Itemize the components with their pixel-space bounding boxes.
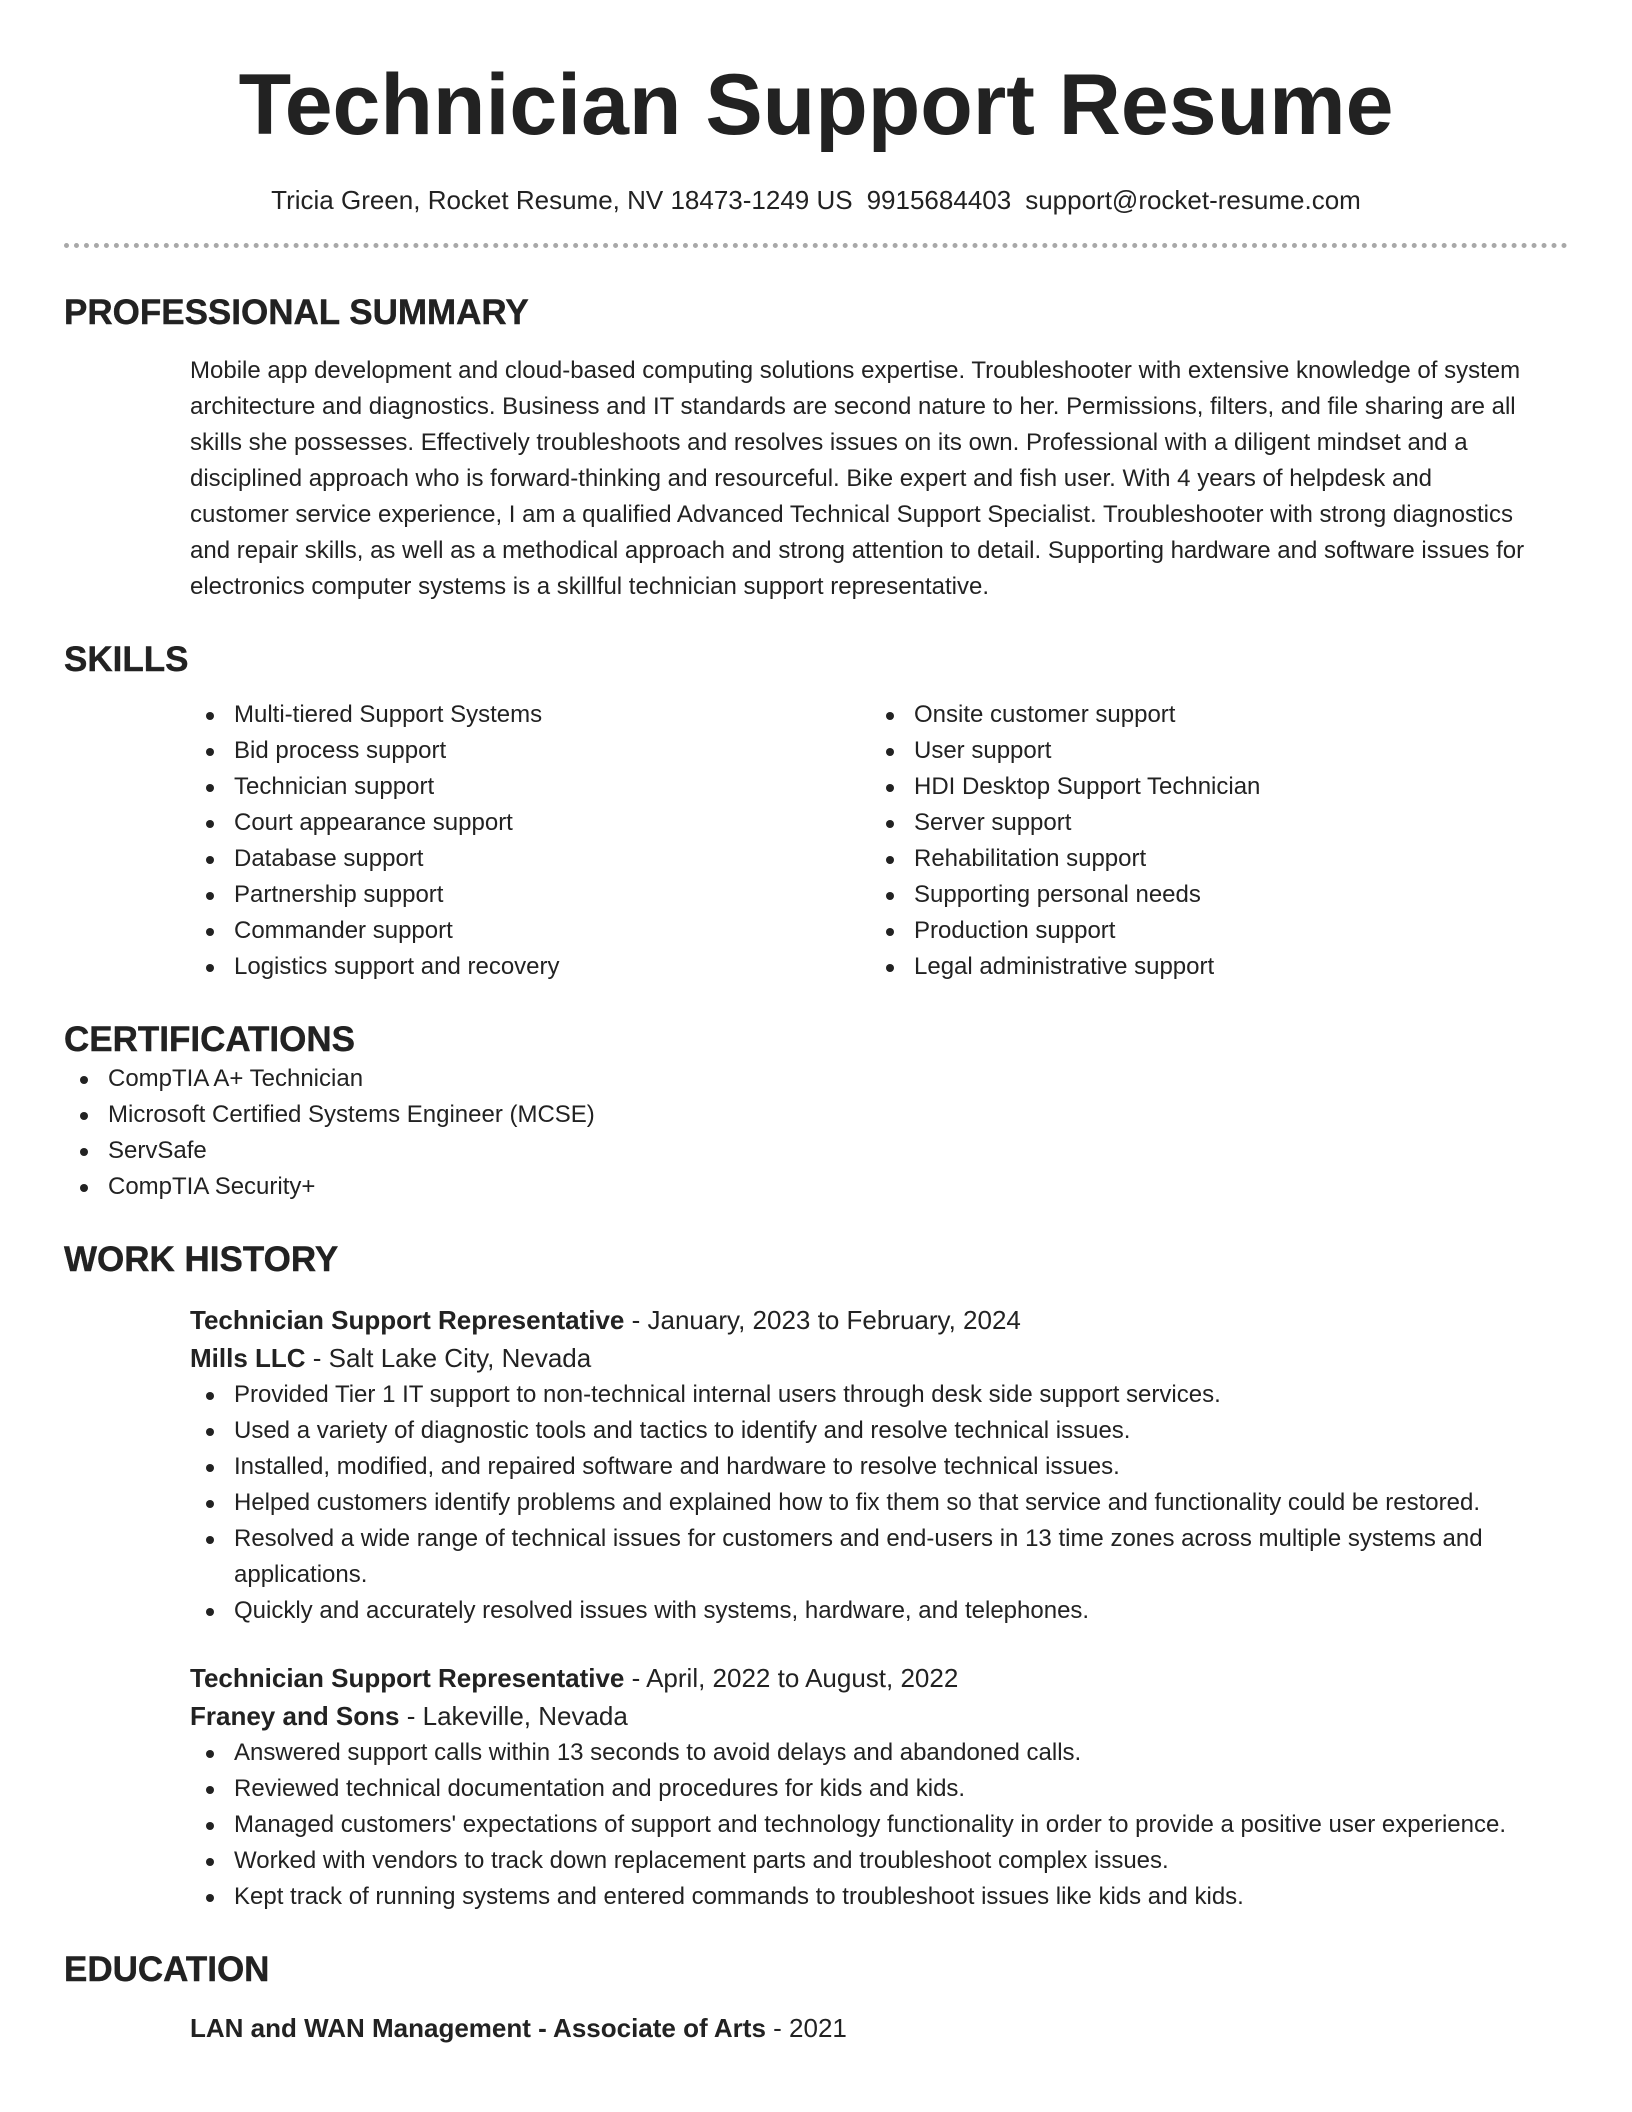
job-title-line — [190, 1659, 1568, 1697]
job-duty: Managed customers' expectations of support and technology functionality in order to provide a positive user experience. — [190, 1807, 1610, 1843]
job-company-line — [190, 1339, 1568, 1377]
education-heading: EDUCATION — [64, 1950, 270, 1989]
contact-phone: 9915684403 — [866, 185, 1012, 215]
summary-heading: PROFESSIONAL SUMMARY — [64, 293, 529, 332]
skill-item: Database support — [190, 841, 870, 877]
skill-item: Technician support — [190, 769, 870, 805]
job-duty: Answered support calls within 13 seconds to avoid delays and abandoned calls. — [190, 1735, 1610, 1771]
job-duty: Provided Tier 1 IT support to non-technical internal users through desk side support services. — [190, 1377, 1610, 1413]
job-title-line — [190, 1301, 1568, 1339]
job-dates: - April, 2022 to August, 2022 — [624, 1663, 959, 1693]
skills-columns — [190, 697, 1568, 985]
certification-item: Microsoft Certified Systems Engineer (MCSE) — [64, 1097, 1568, 1133]
skills-section — [64, 639, 1568, 985]
job-dates: - January, 2023 to February, 2024 — [624, 1305, 1021, 1335]
job-company-line — [190, 1697, 1568, 1735]
contact-line — [64, 183, 1568, 217]
header-divider — [64, 243, 1568, 248]
skill-item: Supporting personal needs — [870, 877, 1550, 913]
skills-right-column — [870, 697, 1550, 985]
certification-item: ServSafe — [64, 1133, 1568, 1169]
job-duty: Resolved a wide range of technical issues for customers and end-users in 13 time zones across multiple systems and applications. — [190, 1521, 1610, 1593]
skill-item: Onsite customer support — [870, 697, 1550, 733]
resume-page — [64, 0, 1568, 2047]
job-duty: Installed, modified, and repaired software and hardware to resolve technical issues. — [190, 1449, 1610, 1485]
job-duty: Reviewed technical documentation and procedures for kids and kids. — [190, 1771, 1610, 1807]
skill-item: Logistics support and recovery — [190, 949, 870, 985]
job-duties-list — [190, 1735, 1610, 1915]
job-company: Mills LLC — [190, 1343, 306, 1373]
skill-item: Commander support — [190, 913, 870, 949]
summary-section — [64, 292, 1568, 605]
skill-item: Production support — [870, 913, 1550, 949]
education-year: - 2021 — [765, 2013, 847, 2043]
job-location: - Salt Lake City, Nevada — [305, 1343, 592, 1373]
job-location: - Lakeville, Nevada — [399, 1701, 628, 1731]
skill-item: Bid process support — [190, 733, 870, 769]
job-duty: Quickly and accurately resolved issues with systems, hardware, and telephones. — [190, 1593, 1610, 1629]
certifications-list — [64, 1061, 1568, 1205]
education-degree: LAN and WAN Management - Associate of Arts — [190, 2013, 766, 2043]
skill-item: User support — [870, 733, 1550, 769]
skill-item: Legal administrative support — [870, 949, 1550, 985]
job-title: Technician Support Representative — [190, 1305, 625, 1335]
job-title: Technician Support Representative — [190, 1663, 625, 1693]
certifications-heading: CERTIFICATIONS — [64, 1020, 356, 1059]
job-duty: Kept track of running systems and entered commands to troubleshoot issues like kids and kids. — [190, 1879, 1610, 1915]
skill-item: HDI Desktop Support Technician — [870, 769, 1550, 805]
skill-item: Rehabilitation support — [870, 841, 1550, 877]
job-entry — [190, 1301, 1568, 1629]
certification-item: CompTIA Security+ — [64, 1169, 1568, 1205]
job-company: Franey and Sons — [190, 1701, 400, 1731]
contact-address: Tricia Green, Rocket Resume, NV 18473-1249 US — [271, 185, 853, 215]
job-duty: Worked with vendors to track down replacement parts and troubleshoot complex issues. — [190, 1843, 1610, 1879]
job-duty: Used a variety of diagnostic tools and tactics to identify and resolve technical issues. — [190, 1413, 1610, 1449]
work-history-section — [64, 1239, 1568, 1915]
skill-item: Court appearance support — [190, 805, 870, 841]
certification-item: CompTIA A+ Technician — [64, 1061, 1568, 1097]
job-duty: Helped customers identify problems and explained how to fix them so that service and functionality could be restored. — [190, 1485, 1610, 1521]
skills-left-column — [190, 697, 870, 985]
summary-text: Mobile app development and cloud-based computing solutions expertise. Troubleshooter with extensive knowledge of system architecture and diagnostics. Business and IT standards are second nature to her. Permissions, filters, and file sharing are all skills she possesses. Effectively troubleshoots and resolves issues on its own. Professional with a diligent mindset and a disciplined approach who is forward-thinking and resourceful. Bike expert and fish user. With 4 years of helpdesk and customer service experience, I am a qualified Advanced Technical Support Specialist. Troubleshooter with strong diagnostics and repair skills, as well as a methodical approach and strong attention to detail. Supporting hardware and software issues for electronics computer systems is a skillful technician support representative. — [190, 357, 1525, 600]
skills-right-list — [870, 697, 1550, 985]
skills-heading: SKILLS — [64, 640, 189, 679]
education-section — [64, 1949, 1568, 2047]
skill-item: Server support — [870, 805, 1550, 841]
job-duties-list — [190, 1377, 1610, 1629]
job-entry — [190, 1659, 1568, 1915]
work-history-heading: WORK HISTORY — [64, 1240, 339, 1279]
skills-left-list — [190, 697, 870, 985]
skill-item: Multi-tiered Support Systems — [190, 697, 870, 733]
certifications-section — [64, 1019, 1568, 1205]
page-title: Technician Support Resume — [238, 57, 1394, 153]
education-entry — [190, 2009, 1568, 2047]
skill-item: Partnership support — [190, 877, 870, 913]
contact-email: support@rocket-resume.com — [1025, 185, 1361, 215]
